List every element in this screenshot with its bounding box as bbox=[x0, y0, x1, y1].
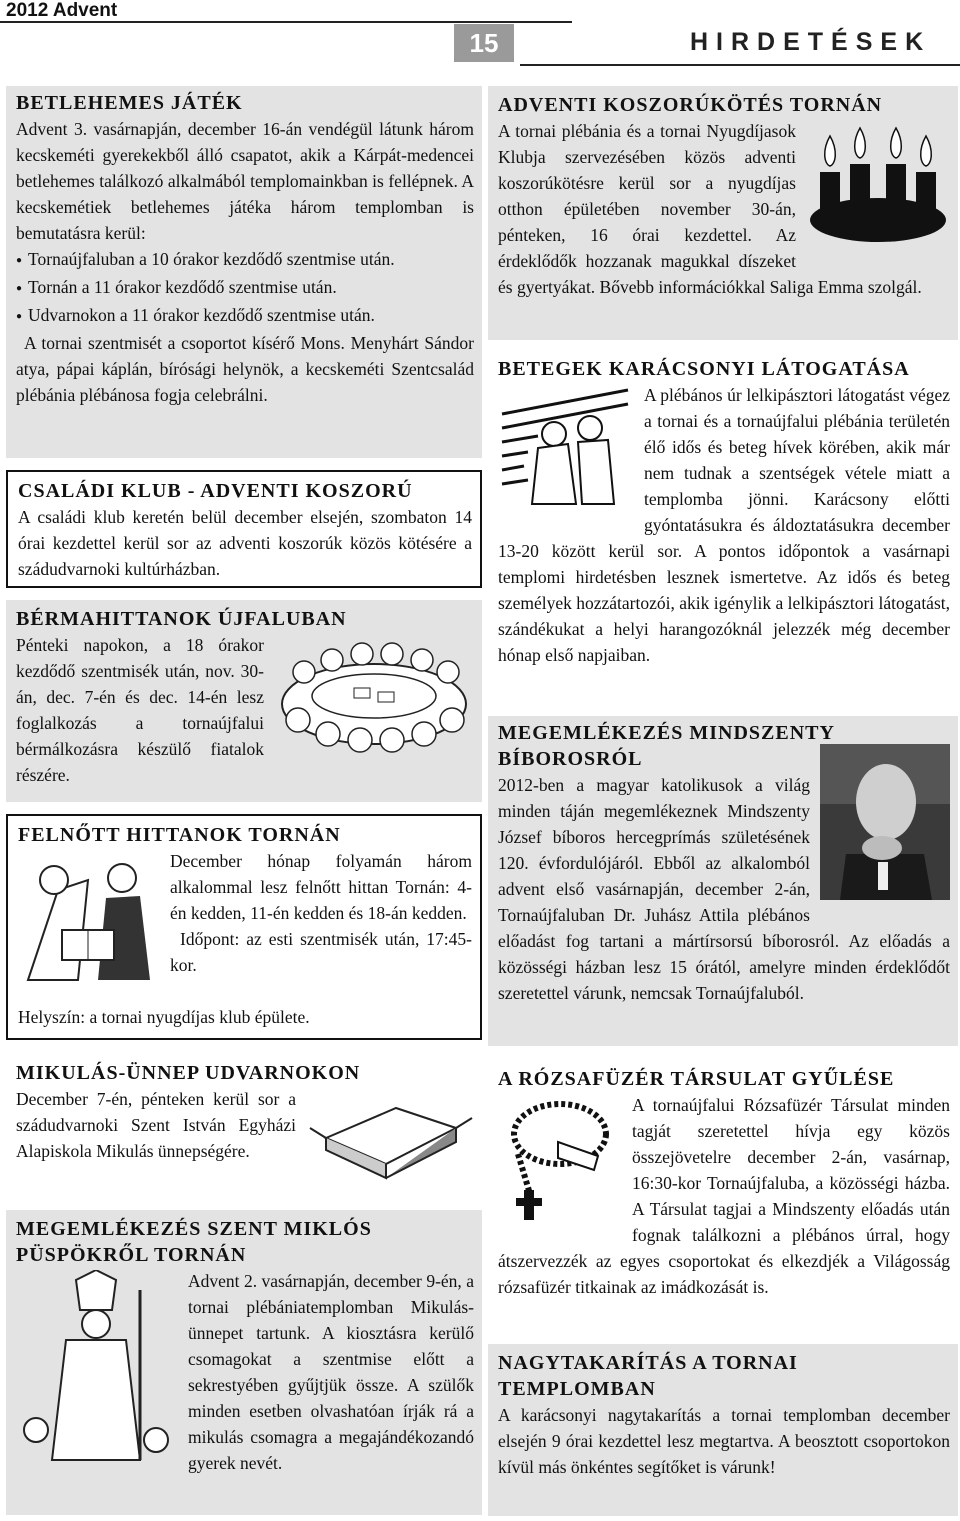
nagytakaritas-title: NAGYTAKARÍTÁS A TORNAI TEMPLOMBAN bbox=[498, 1352, 798, 1400]
betegek-title: BETEGEK KARÁCSONYI LÁTOGATÁSA bbox=[498, 358, 910, 380]
betlehemes-outro: A tornai szentmisét a csoportot kísérő Mons. Menyhárt Sándor atya, pápai káplán, bírósági helynök, a kecskeméti Szentcsalád plébánia plébánosa fogja celebrálni. bbox=[16, 333, 474, 405]
betegek-text: A plébános úr lelkipásztori látogatást végez a tornai és a tornaújfalui plébánia területén élő idős és beteg hívek körében, akik már nem tudnak a szentségek vétele miatt a templomba jönni. Karácsony előtti gyóntatásukra és áldoztatásukra december 13-20 között kerül sor. A pontos időpontok a vasárnapi templomi hirdetésben lesznek ismertetve. Az idős és beteg személyek hozzátartozói, akik igénylik a lelkipásztori látogatást, szándékukat a helyi harangozóknál jelezzék még december hónap első napjaiban. bbox=[498, 385, 950, 665]
section-title: HIRDETÉSEK bbox=[690, 28, 932, 56]
betlehemes-item: ● Udvarnokon a 11 órakor kezdődő szentmise után. bbox=[16, 302, 474, 330]
felnott-text1: December hónap folyamán három alkalommal lesz felnőtt hittan Tornán: 4-én kedden, 11-én kedden és 18-án kedden. bbox=[170, 851, 472, 923]
header-rule-left bbox=[0, 21, 572, 23]
koszoru-title: ADVENTI KOSZORÚKÖTÉS TORNÁN bbox=[498, 94, 883, 116]
gift-package-illustration bbox=[306, 1088, 474, 1184]
nagytakaritas-article bbox=[488, 1344, 958, 1516]
betlehemes-item: ● Tornán a 11 órakor kezdődő szentmise után. bbox=[16, 274, 474, 302]
betlehemes-item: ● Tornaújfaluban a 10 órakor kezdődő szentmise után. bbox=[16, 246, 474, 274]
nagytakaritas-text: A karácsonyi nagytakarítás a tornai templomban december elsején 9 órai kezdettel lesz megtartva. A beosztott csoportokon kívül más önkéntes segítőket is várunk! bbox=[498, 1405, 950, 1477]
betlehemes-intro: Advent 3. vasárnapján, december 16-án vendégül látunk három kecskeméti gyerekekből álló csapatot, akik a Kárpát-medencei betlehemes találkozó alkalmából templomainkban is fellépnek. A kecskemétiek betlehemes játéka három templomban is bemutatásra kerül: bbox=[16, 119, 474, 243]
bermahittanok-article bbox=[6, 600, 482, 802]
rozsafuzer-article bbox=[488, 1062, 958, 1336]
rozsafuzer-title: A RÓZSAFÜZÉR TÁRSULAT GYŰLÉSE bbox=[498, 1068, 895, 1090]
csaladi-article bbox=[6, 470, 482, 588]
mikulas-text: December 7-én, pénteken kerül sor a szádudvarnoki Szent István Egyházi Alapiskola Mikulás ünnepségére. bbox=[16, 1089, 296, 1161]
pastoral-visit-illustration bbox=[498, 384, 632, 512]
header-rule-right bbox=[520, 64, 960, 66]
page-number: 15 bbox=[454, 24, 514, 62]
mindszenty-title: MEGEMLÉKEZÉS MINDSZENTY BÍBOROSRÓL bbox=[498, 722, 835, 770]
group-table-illustration bbox=[274, 634, 474, 756]
szentmiklos-article bbox=[6, 1210, 482, 1515]
betegek-article bbox=[488, 352, 958, 708]
advent-wreath-illustration bbox=[806, 120, 950, 248]
felnott-text3: Helyszín: a tornai nyugdíjas klub épülete. bbox=[18, 1007, 310, 1027]
felnott-article bbox=[6, 814, 482, 1040]
koszoru-text: A tornai plébánia és a tornai Nyugdíjasok Klubja szervezésében közös adventi koszorúkötésre kerül sor a nyugdíjas otthon épületében november 30-án, pénteken, 16 órai kezdettel. Az érdeklődők hozzanak magukkal díszeket és gyertyákat. Bővebb információkkal Saliga Emma szolgál. bbox=[498, 121, 922, 297]
cardinal-portrait bbox=[820, 744, 950, 900]
rosary-illustration bbox=[498, 1094, 620, 1224]
mikulas-title: MIKULÁS-ÜNNEP UDVARNOKON bbox=[16, 1062, 361, 1084]
mindszenty-article bbox=[488, 716, 958, 1046]
saint-nicholas-illustration bbox=[16, 1270, 176, 1470]
felnott-text2: Időpont: az esti szentmisék után, 17:45-kor. bbox=[170, 929, 472, 975]
mindszenty-text: 2012-ben a magyar katolikusok a világ minden táján megemlékeznek Mindszenty József bíboros hercegprímás születésének 120. évfordulójáról. Ebből az alkalomból advent első vasárnapján, december 2-án, Tornaújfaluban Dr. Juhász Attila plébános előadást fog tartani a mártírsorsú bíborosról. Az előadás a közösségi házban lesz 15 órától, amelyre minden érdeklődőt szeretettel várunk, nemcsak Tornaújfaluból. bbox=[498, 775, 950, 1003]
szentmiklos-title: MEGEMLÉKEZÉS SZENT MIKLÓS PÜSPÖKRŐL TORNÁN bbox=[16, 1218, 372, 1266]
study-group-illustration bbox=[18, 850, 158, 1000]
szentmiklos-text: Advent 2. vasárnapján, december 9-én, a tornai plébániatemplomban Mikulás-ünnepet tartunk. A kiosztásra kerülő csomagokat a szentmise előtt a sekrestyében gyűjtjük össze. A szülők minden esetben olvashatóan írják rá a mikulás csomagra a megajándékozandó gyerek nevét. bbox=[188, 1271, 474, 1473]
bermahittanok-text: Pénteki napokon, a 18 órakor kezdődő szentmisék után, nov. 30-án, dec. 7-én és dec. 14-én lesz foglalkozás a tornaújfalui bérmálkozásra készülő fiatalok részére. bbox=[16, 635, 264, 785]
csaladi-title: CSALÁDI KLUB - ADVENTI KOSZORÚ bbox=[18, 480, 413, 502]
csaladi-text: A családi klub keretén belül december elsején, szombaton 14 órai kezdettel kerül sor az adventi koszorúk közös kötésére a szádudvarnoki kultúrházban. bbox=[18, 507, 472, 579]
betlehemes-title: BETLEHEMES JÁTÉK bbox=[16, 92, 243, 114]
mikulas-article bbox=[6, 1056, 482, 1196]
koszoru-article bbox=[488, 86, 958, 340]
issue-label: 2012 Advent bbox=[6, 0, 118, 21]
felnott-title: FELNŐTT HITTANOK TORNÁN bbox=[18, 824, 341, 846]
betlehemes-article bbox=[6, 86, 482, 458]
rozsafuzer-text: A tornaújfalui Rózsafüzér Társulat minden tagját szeretettel hívja egy közös összejövetelre december 2-án, vasárnap, 16:30-kor Tornaújfaluba, a közösségi házba. A Társulat tagjai a Mindszenty előadás után fognak találkozni a plébános úrral, hogy átszervezzék az egyes csoportokat és elkezdjék a Világosság rózsafüzér titkainak az imádkozását is. bbox=[498, 1095, 950, 1297]
bermahittanok-title: BÉRMAHITTANOK ÚJFALUBAN bbox=[16, 608, 347, 630]
